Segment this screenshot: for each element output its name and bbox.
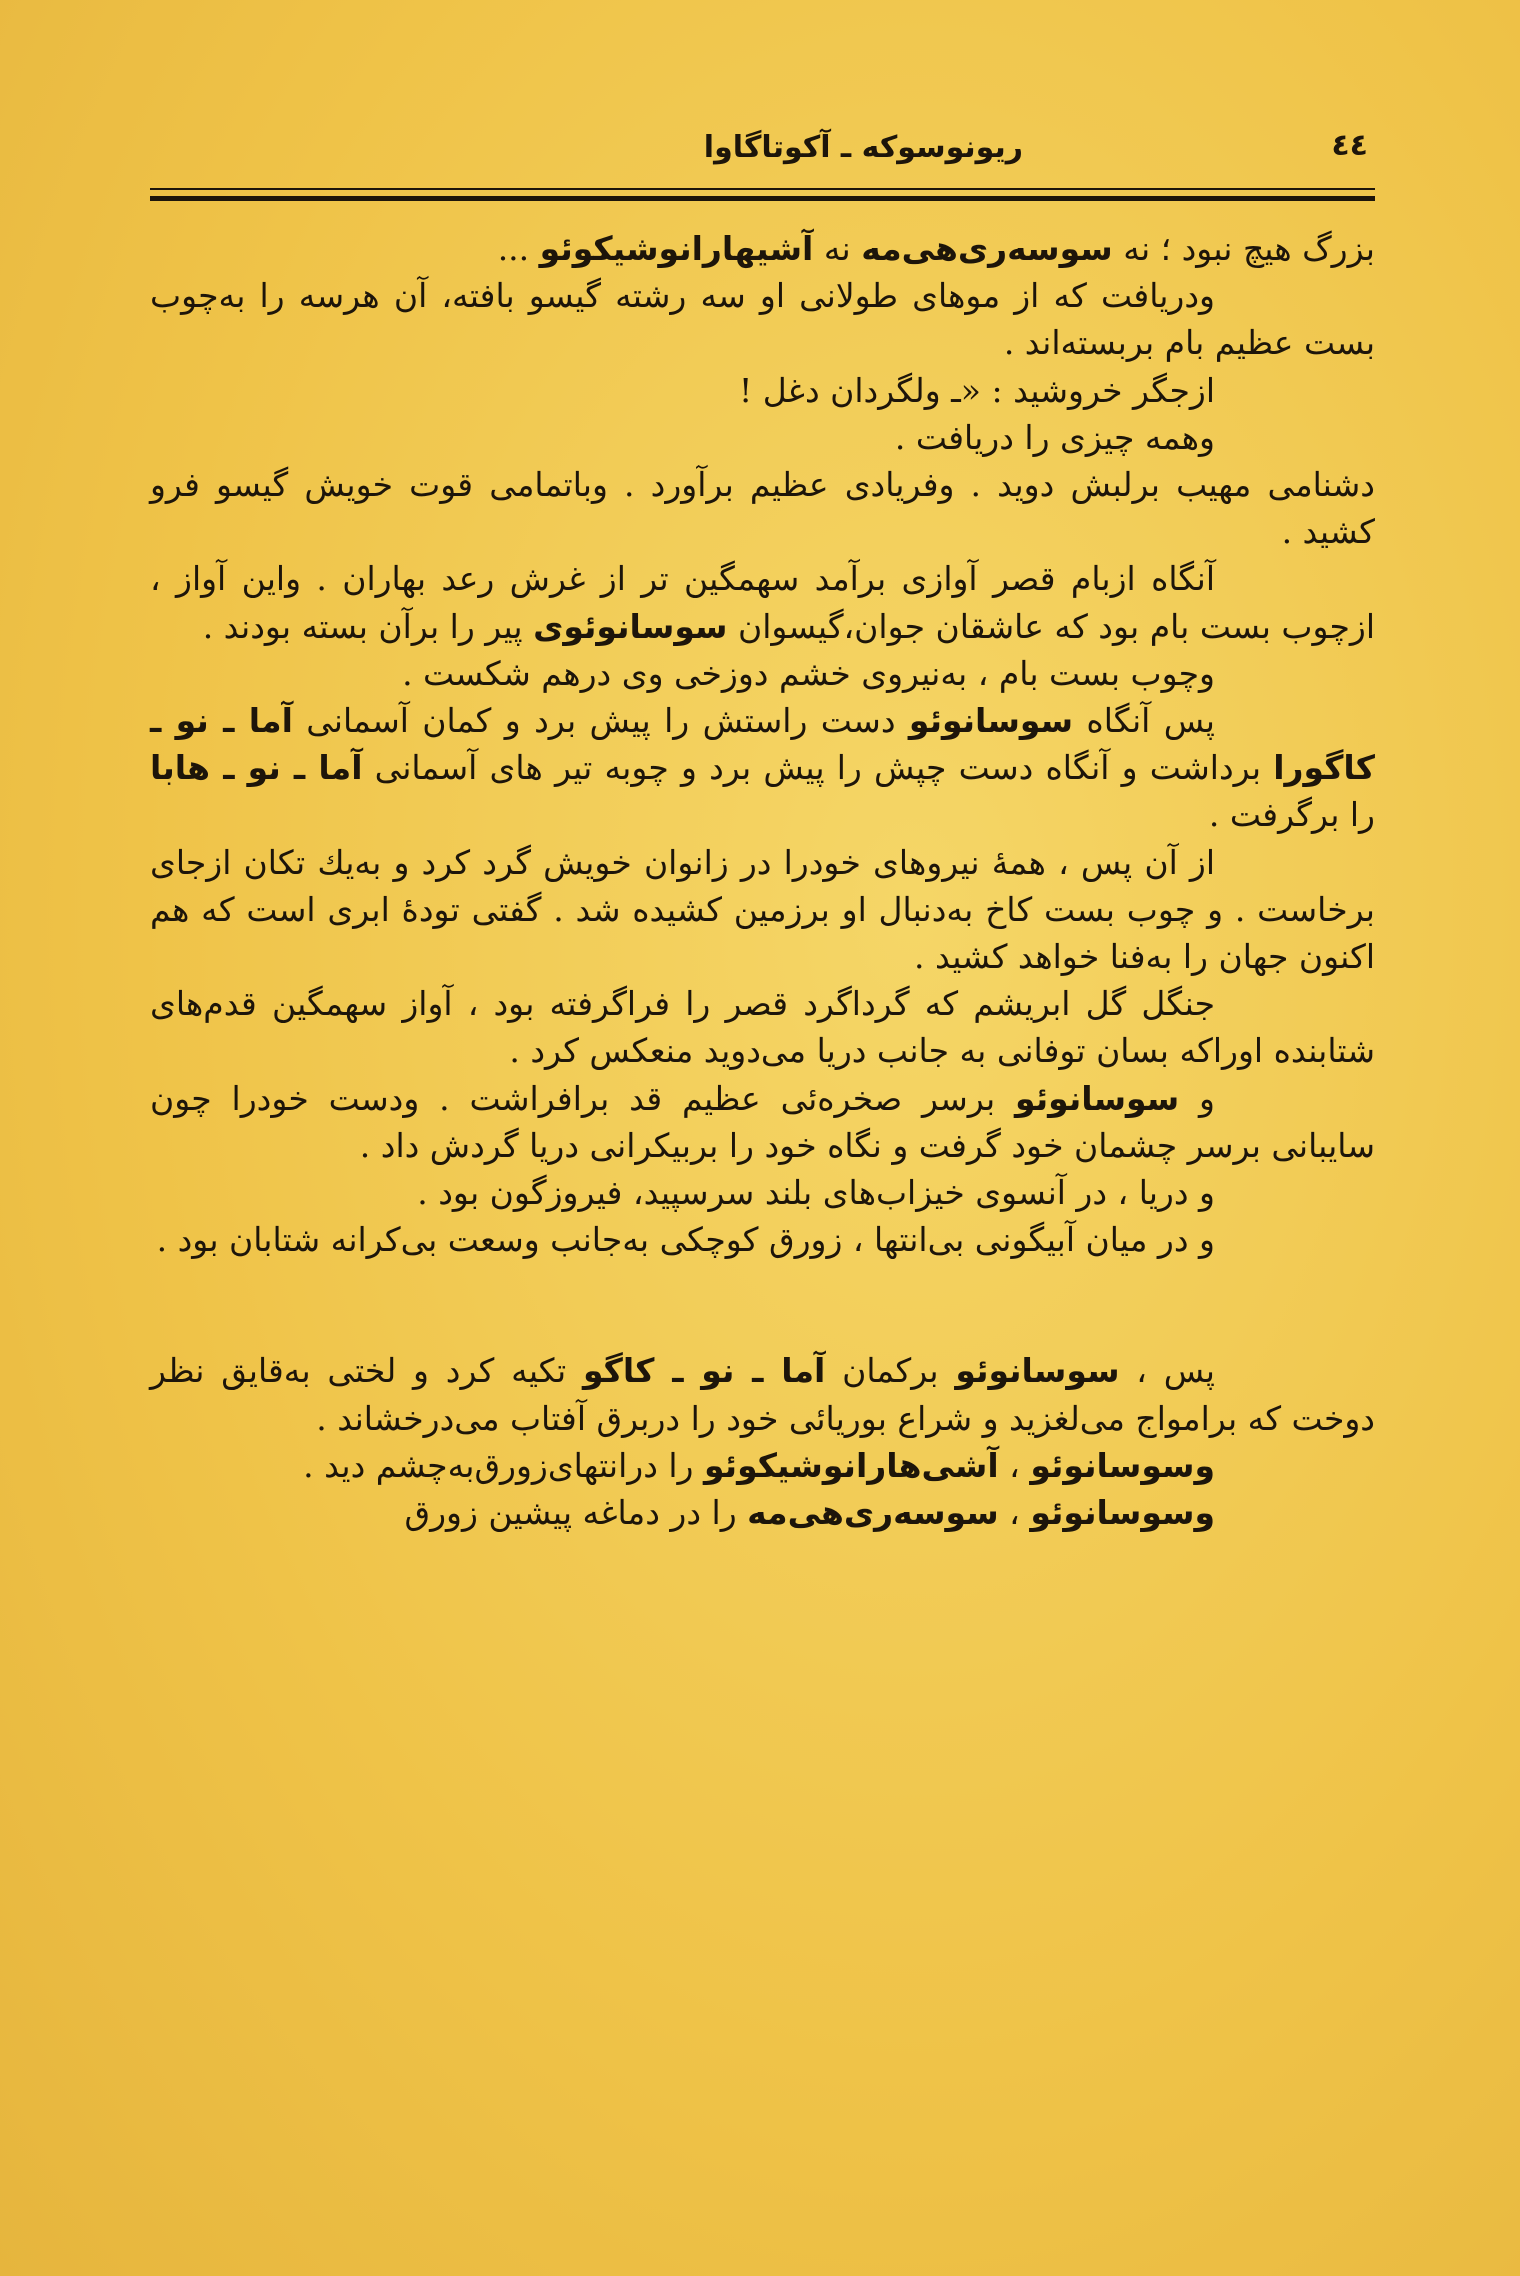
paragraph	[150, 555, 1375, 649]
paragraph	[150, 461, 1375, 555]
paragraph	[150, 650, 1375, 697]
text-run: جنگل گل ابریشم که گرداگرد قصر را فراگرفته بود ، آواز سهمگین قدم‌های شتابنده اوراکه بسان توفانی به جانب دریا می‌دوید منعکس کرد .	[150, 984, 1375, 1071]
paragraph	[150, 697, 1375, 839]
text-run: برسر صخره‌ئی عظیم قد برافراشت . ودست خودرا چون سایبانی برسر چشمان خود گرفت و نگاه خود را بربیکرانی دریا گردش داد .	[150, 1078, 1375, 1165]
proper-name: سوسه‌ری‌هی‌مه	[747, 1493, 999, 1533]
proper-name: آشیهارانوشیکوئو	[539, 229, 814, 268]
text-run: ودریافت که از موهای طولانی او سه رشته گیسو بافته، آن هرسه را به‌چوب بست عظیم بام بربسته‌اند .	[150, 276, 1375, 363]
paragraph	[150, 414, 1375, 461]
proper-name: سوسه‌ری‌هی‌مه	[861, 229, 1113, 268]
header-rule-thick	[150, 196, 1375, 201]
text-run: را در دماغه پیشین زورق	[404, 1493, 748, 1533]
paragraph	[150, 367, 1375, 414]
text-run: ،	[998, 1445, 1031, 1485]
text-run: را درانتهای‌زورق‌به‌چشم دید .	[303, 1445, 704, 1485]
running-title: ریونوسوکه ـ آکوتاگاوا	[703, 130, 1023, 165]
proper-name: سوسانوئوی	[533, 606, 728, 646]
text-run: از آن پس ، همهٔ نیروهای خودرا در زانوان خویش گرد کرد و به‌یك تکان ازجای برخاست . و چوب بست کاخ به‌دنبال او برزمین کشیده شد . گفتی تودهٔ ابری است که هم اکنون جهان را به‌فنا خواهد کشید .	[150, 842, 1375, 977]
proper-name: سوسانوئو	[1015, 1078, 1180, 1118]
text-run: ...	[497, 229, 540, 268]
text-run: و دریا ، در آنسوی خیزاب‌های بلند سرسپید، فیروزگون بود .	[417, 1173, 1215, 1213]
text-run: وهمه چیزی را دریافت .	[894, 417, 1215, 457]
page-header	[158, 120, 1368, 176]
text-run: پس آنگاه	[1073, 701, 1215, 741]
text-run: ازجگر خروشید : «ـ ولگردان دغل !	[738, 370, 1215, 410]
paragraph	[150, 839, 1375, 981]
text-run: دشنامی مهیب برلبش دوید . وفریادی عظیم برآورد . وباتمامی قوت خویش گیسو فرو کشید .	[150, 465, 1375, 552]
text-run: پس ،	[1119, 1351, 1215, 1391]
text-run: بزرگ هیچ نبود ؛ نه	[1112, 229, 1375, 268]
text-run: دست راستش را پیش برد و کمان آسمانی	[292, 701, 909, 741]
text-run: و	[1179, 1078, 1215, 1118]
proper-name: آشی‌هارانوشیکوئو	[703, 1445, 999, 1485]
paragraph	[150, 1216, 1375, 1263]
paragraph	[150, 272, 1375, 366]
paragraph	[150, 225, 1375, 272]
page-number: ٤٤	[1331, 128, 1368, 163]
proper-name: آما ـ نو ـ هابا	[150, 748, 363, 788]
text-run: پیر را برآن بسته بودند .	[202, 606, 534, 646]
header-rule-thin	[150, 188, 1375, 190]
text-run: و در میان آبیگونی بی‌انتها ، زورق کوچکی به‌جانب وسعت بی‌کرانه شتابان بود .	[156, 1220, 1215, 1260]
proper-name: وسوسانوئو	[1030, 1493, 1215, 1533]
text-run: ،	[998, 1493, 1031, 1533]
paragraph	[150, 1442, 1375, 1489]
paragraph	[150, 1075, 1375, 1169]
paragraph	[150, 980, 1375, 1074]
text-run: را برگرفت .	[1208, 795, 1375, 835]
proper-name: آما ـ نو ـ کاگورا	[150, 701, 1375, 788]
text-run: وچوب بست بام ، به‌نیروی خشم دوزخی وی درهم شکست .	[402, 653, 1215, 693]
paragraph	[150, 1169, 1375, 1216]
paragraph	[150, 1489, 1375, 1536]
text-run: تکیه کرد و لختی به‌قایق نظر دوخت که برامواج می‌لغزید و شراع بوریائی خود را دربرق آفتاب می‌درخشاند .	[150, 1351, 1375, 1438]
proper-name: وسوسانوئو	[1030, 1445, 1215, 1485]
proper-name: سوسانوئو	[955, 1351, 1120, 1391]
text-run: برداشت و آنگاه دست چپش را پیش برد و چوبه تیر های آسمانی	[362, 748, 1274, 788]
proper-name: آما ـ نو ـ کاگو	[582, 1351, 826, 1391]
text-run: برکمان	[825, 1351, 956, 1391]
paragraph	[150, 1347, 1375, 1441]
text-run: نه	[813, 229, 862, 268]
body-text	[150, 225, 1375, 1536]
proper-name: سوسانوئو	[908, 701, 1074, 741]
text-run: آنگاه ازبام قصر آوازی برآمد سهمگین تر از غرش رعد بهاران . واین آواز ، ازچوب بست بام بود که عاشقان جوان،گیسوان	[150, 559, 1375, 646]
